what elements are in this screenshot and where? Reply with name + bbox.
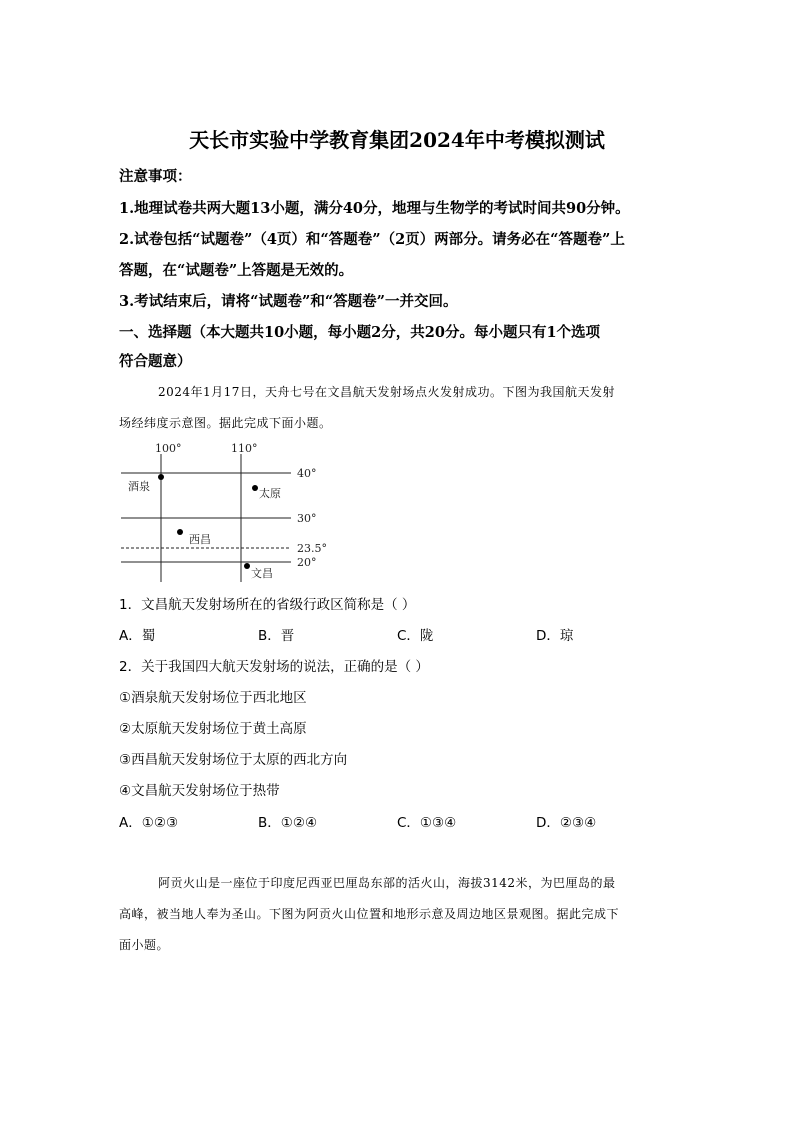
xichang-label: 西昌 <box>189 533 211 546</box>
longitude-label-110: 110° <box>231 442 258 455</box>
q2-option-b: B．①②④ <box>258 815 318 831</box>
question-2-stem: 2．关于我国四大航天发射场的说法，正确的是（ ） <box>119 659 429 675</box>
q2-statement-1: ①酒泉航天发射场位于西北地区 <box>119 690 307 706</box>
note-item-1: 1.地理试卷共两大题13小题，满分40分，地理与生物学的考试时间共90分钟。 <box>119 200 630 217</box>
latitude-label-40: 40° <box>297 467 317 480</box>
wenchang-dot <box>244 563 250 569</box>
section-heading: 一、选择题（本大题共10小题，每小题2分，共20分。每小题只有1个选项 <box>119 324 601 341</box>
q2-option-a: A．①②③ <box>119 815 179 831</box>
q2-statement-3: ③西昌航天发射场位于太原的西北方向 <box>119 752 348 768</box>
q1-option-a: A．蜀 <box>119 628 156 644</box>
section-heading-cont: 符合题意） <box>119 353 192 370</box>
note-item-3: 3.考试结束后，请将“试题卷”和“答题卷”一并交回。 <box>119 293 458 310</box>
taiyuan-dot <box>252 485 258 491</box>
jiuquan-dot <box>158 474 164 480</box>
q2-statement-2: ②太原航天发射场位于黄土高原 <box>119 721 307 737</box>
intro-paragraph-2-end: 面小题。 <box>119 938 170 952</box>
latitude-label-23-5: 23.5° <box>297 542 327 555</box>
q2-statement-4: ④文昌航天发射场位于热带 <box>119 783 280 799</box>
intro-paragraph-1: 2024年1月17日，天舟七号在文昌航天发射场点火发射成功。下图为我国航天发射 <box>158 385 615 399</box>
intro-paragraph-2-cont: 高峰，被当地人奉为圣山。下图为阿贡火山位置和地形示意及周边地区景观图。据此完成下 <box>119 907 620 921</box>
question-1-stem: 1．文昌航天发射场所在的省级行政区简称是（ ） <box>119 597 416 613</box>
longitude-label-100: 100° <box>155 442 182 455</box>
latitude-label-20: 20° <box>297 556 317 569</box>
latitude-label-30: 30° <box>297 512 317 525</box>
intro-paragraph-2: 阿贡火山是一座位于印度尼西亚巴厘岛东部的活火山，海拔3142米，为巴厘岛的最 <box>158 876 616 890</box>
wenchang-label: 文昌 <box>251 567 273 580</box>
q1-option-c: C．陇 <box>397 628 434 644</box>
xichang-dot <box>177 529 183 535</box>
q1-option-b: B．晋 <box>258 628 295 644</box>
exam-title: 天长市实验中学教育集团2024年中考模拟测试 <box>189 128 605 152</box>
jiuquan-label: 酒泉 <box>128 480 150 493</box>
intro-paragraph-1-cont: 场经纬度示意图。据此完成下面小题。 <box>119 416 332 430</box>
note-item-2-cont: 答题，在“试题卷”上答题是无效的。 <box>119 262 354 279</box>
q1-option-d: D．琼 <box>536 628 574 644</box>
launch-site-map <box>119 440 341 582</box>
q2-option-c: C．①③④ <box>397 815 457 831</box>
q2-option-d: D．②③④ <box>536 815 597 831</box>
taiyuan-label: 太原 <box>259 487 281 500</box>
note-item-2: 2.试卷包括“试题卷”（4页）和“答题卷”（2页）两部分。请务必在“答题卷”上 <box>119 231 625 248</box>
notes-heading: 注意事项： <box>119 168 192 185</box>
